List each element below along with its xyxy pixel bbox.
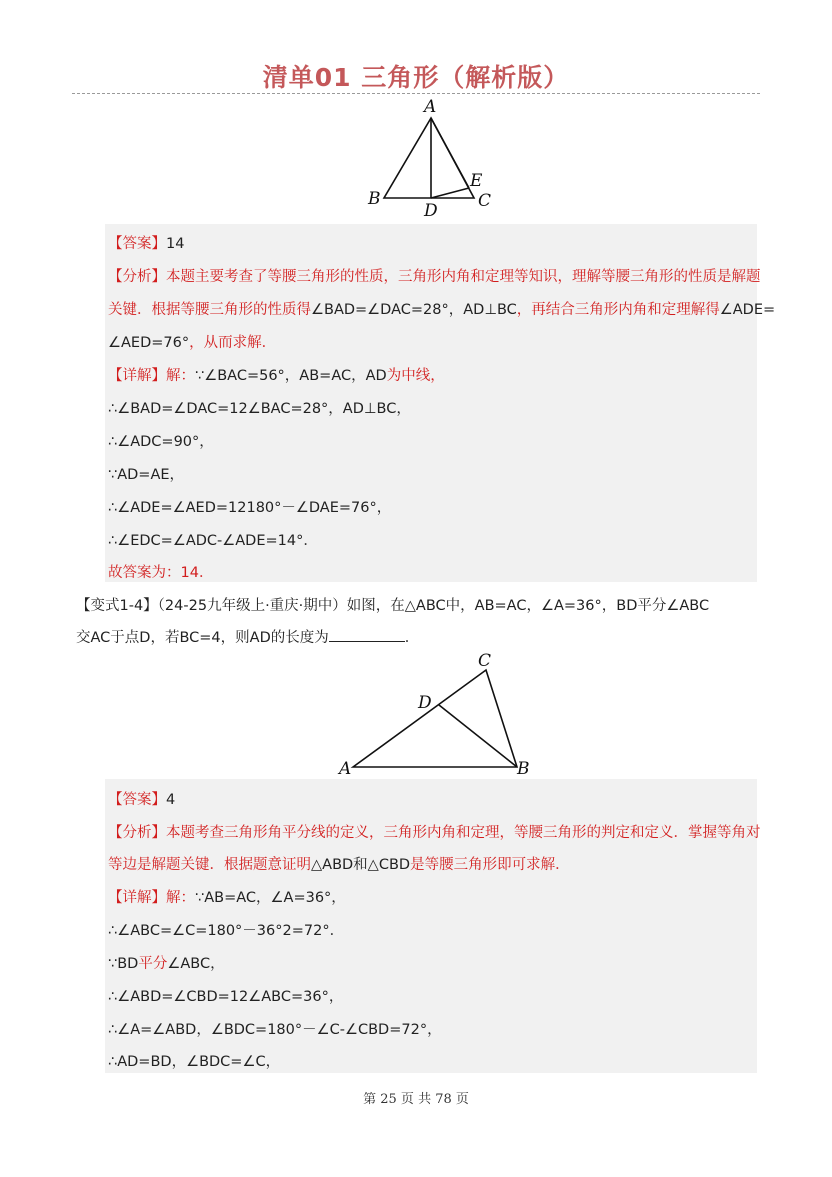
triangle-figure-1 [360,96,510,221]
title-divider [72,93,760,94]
label-c: C [478,651,492,671]
conclusion-line: 故答案为：14． [108,565,214,581]
detail-line-1: 【详解】解：∵∠BAC=56°，AB=AC，AD为中线， [108,368,445,384]
question-text-line-2: 交AC于点D，若BC=4，则AD的长度为 ． [76,626,419,647]
segment-ae [431,118,469,188]
detail-line-5: ∴∠A=∠ABD，∠BDC=180°－∠C-∠CBD=72°， [108,1022,442,1038]
label-d: D [424,201,438,221]
detail-line-2: ∴∠ABC=∠C=180°－36°2=72°． [108,923,345,939]
label-b: B [517,759,530,779]
label-c: C [478,191,492,211]
triangle-figure-2 [335,650,540,780]
label-a: A [339,759,352,779]
answer-line: 【答案】4 [108,792,176,808]
detail-line-6: ∴AD=BD，∠BDC=∠C， [108,1054,281,1070]
label-d: D [418,693,432,713]
triangle-abc [384,118,474,198]
analysis-line-2: 等边是解题关键．根据题意证明△ABD和△CBD是等腰三角形即可求解． [108,857,570,873]
segment-bd [439,705,517,767]
answer-blank [329,627,405,642]
detail-line-6: ∴∠EDC=∠ADC-∠ADE=14°． [108,533,318,549]
label-a: A [424,97,437,117]
page-footer: 第 25 页 共 78 页 [363,1092,469,1107]
analysis-line-3: ∠AED=76°，从而求解． [108,335,277,351]
answer-line: 【答案】14 [108,236,185,252]
triangle-abc [353,670,517,767]
detail-line-3: ∵BD平分∠ABC， [108,956,225,972]
detail-line-2: ∴∠BAD=∠DAC=12∠BAC=28°，AD⊥BC， [108,401,411,417]
page-title: 清单01 三角形（解析版） [262,63,570,92]
detail-line-1: 【详解】解：∵AB=AC，∠A=36°， [108,890,346,906]
analysis-line-1: 【分析】本题主要考查了等腰三角形的性质，三角形内角和定理等知识，理解等腰三角形的性质是解题 [108,269,761,285]
analysis-line-2: 关键．根据等腰三角形的性质得∠BAD=∠DAC=28°，AD⊥BC，再结合三角形内角和定理解得∠ADE= [108,302,776,318]
detail-line-4: ∵AD=AE， [108,467,185,483]
label-b: B [368,189,381,209]
question-text-line-1: 【变式1-4】（24-25九年级上·重庆·期中）如图，在△ABC中，AB=AC，∠A=36°，BD平分∠ABC [76,598,710,614]
detail-line-3: ∴∠ADC=90°， [108,434,214,450]
segment-de [431,188,469,198]
detail-line-4: ∴∠ABD=∠CBD=12∠ABC=36°， [108,989,344,1005]
analysis-line-1: 【分析】本题考查三角形角平分线的定义，三角形内角和定理，等腰三角形的判定和定义．掌握等角对 [108,825,761,841]
label-e: E [470,171,483,191]
detail-line-5: ∴∠ADE=∠AED=12180°－∠DAE=76°， [108,500,392,516]
